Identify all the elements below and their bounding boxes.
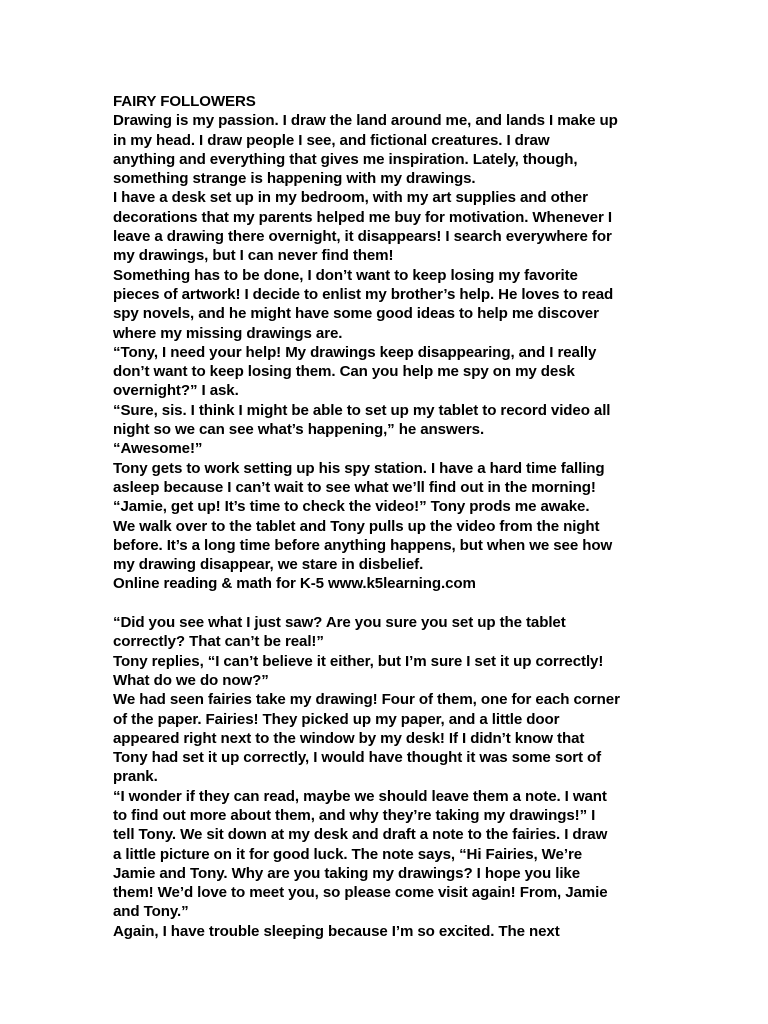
text-line: Again, I have trouble sleeping because I’m so excited. The next [113,922,560,940]
text-line: “Tony, I need your help! My drawings keep disappearing, and I really [113,343,597,361]
text-line: in my head. I draw people I see, and fictional creatures. I draw [113,131,550,149]
text-line: to find out more about them, and why they’re taking my drawings!” I [113,806,596,824]
text-line: don’t want to keep losing them. Can you help me spy on my desk [113,363,575,381]
text-line: leave a drawing there overnight, it disappears! I search everywhere for [113,228,612,246]
text-line: pieces of artwork! I decide to enlist my brother’s help. He loves to read [113,285,614,303]
text-line: I have a desk set up in my bedroom, with my art supplies and other [113,189,588,207]
text-line: them! We’d love to meet you, so please come visit again! From, Jamie [113,884,608,902]
text-line: overnight?” I ask. [113,382,239,400]
text-line: prank. [113,768,158,786]
text-line: and Tony.” [113,903,189,921]
text-line: Online reading & math for K-5 www.k5learning.com [113,575,476,593]
text-line: where my missing drawings are. [113,324,343,342]
text-line: Tony had set it up correctly, I would have thought it was some sort of [113,749,602,767]
text-line: a little picture on it for good luck. The note says, “Hi Fairies, We’re [113,845,583,863]
text-line: my drawing disappear, we stare in disbelief. [113,556,424,574]
paragraph-gap [113,594,658,613]
text-line: Drawing is my passion. I draw the land around me, and lands I make up [113,112,618,130]
text-line: appeared right next to the window by my desk! If I didn’t know that [113,729,585,747]
text-line: “Sure, sis. I think I might be able to set up my tablet to record video all [113,401,611,419]
text-line: correctly? That can’t be real!” [113,633,324,651]
story-part-2 [113,613,658,941]
text-line: “I wonder if they can read, maybe we should leave them a note. I want [113,787,607,805]
text-line: We walk over to the tablet and Tony pulls up the video from the night [113,517,600,535]
text-line: Something has to be done, I don’t want to keep losing my favorite [113,266,578,284]
text-line: What do we do now?” [113,671,269,689]
text-line: before. It’s a long time before anything happens, but when we see how [113,536,613,554]
text-line: anything and everything that gives me inspiration. Lately, though, [113,150,578,168]
text-line: asleep because I can’t wait to see what we’ll find out in the morning! [113,478,596,496]
document-page [113,92,658,941]
text-line: “Did you see what I just saw? Are you sure you set up the tablet [113,614,566,632]
text-line: night so we can see what’s happening,” he answers. [113,421,485,439]
text-line: “Awesome!” [113,440,203,458]
text-line: We had seen fairies take my drawing! Four of them, one for each corner [113,691,620,709]
text-line: Tony gets to work setting up his spy station. I have a hard time falling [113,459,605,477]
text-line: something strange is happening with my drawings. [113,170,476,188]
text-line: tell Tony. We sit down at my desk and draft a note to the fairies. I draw [113,826,608,844]
text-line: decorations that my parents helped me buy for motivation. Whenever I [113,208,612,226]
text-line: of the paper. Fairies! They picked up my paper, and a little door [113,710,560,728]
text-line: Jamie and Tony. Why are you taking my drawings? I hope you like [113,864,581,882]
text-line: my drawings, but I can never find them! [113,247,394,265]
story-part-1 [113,111,658,593]
document-title: FAIRY FOLLOWERS [113,93,256,110]
text-line: “Jamie, get up! It’s time to check the video!” Tony prods me awake. [113,498,590,516]
text-line: spy novels, and he might have some good ideas to help me discover [113,305,599,323]
text-line: Tony replies, “I can’t believe it either, but I’m sure I set it up correctly! [113,652,604,670]
